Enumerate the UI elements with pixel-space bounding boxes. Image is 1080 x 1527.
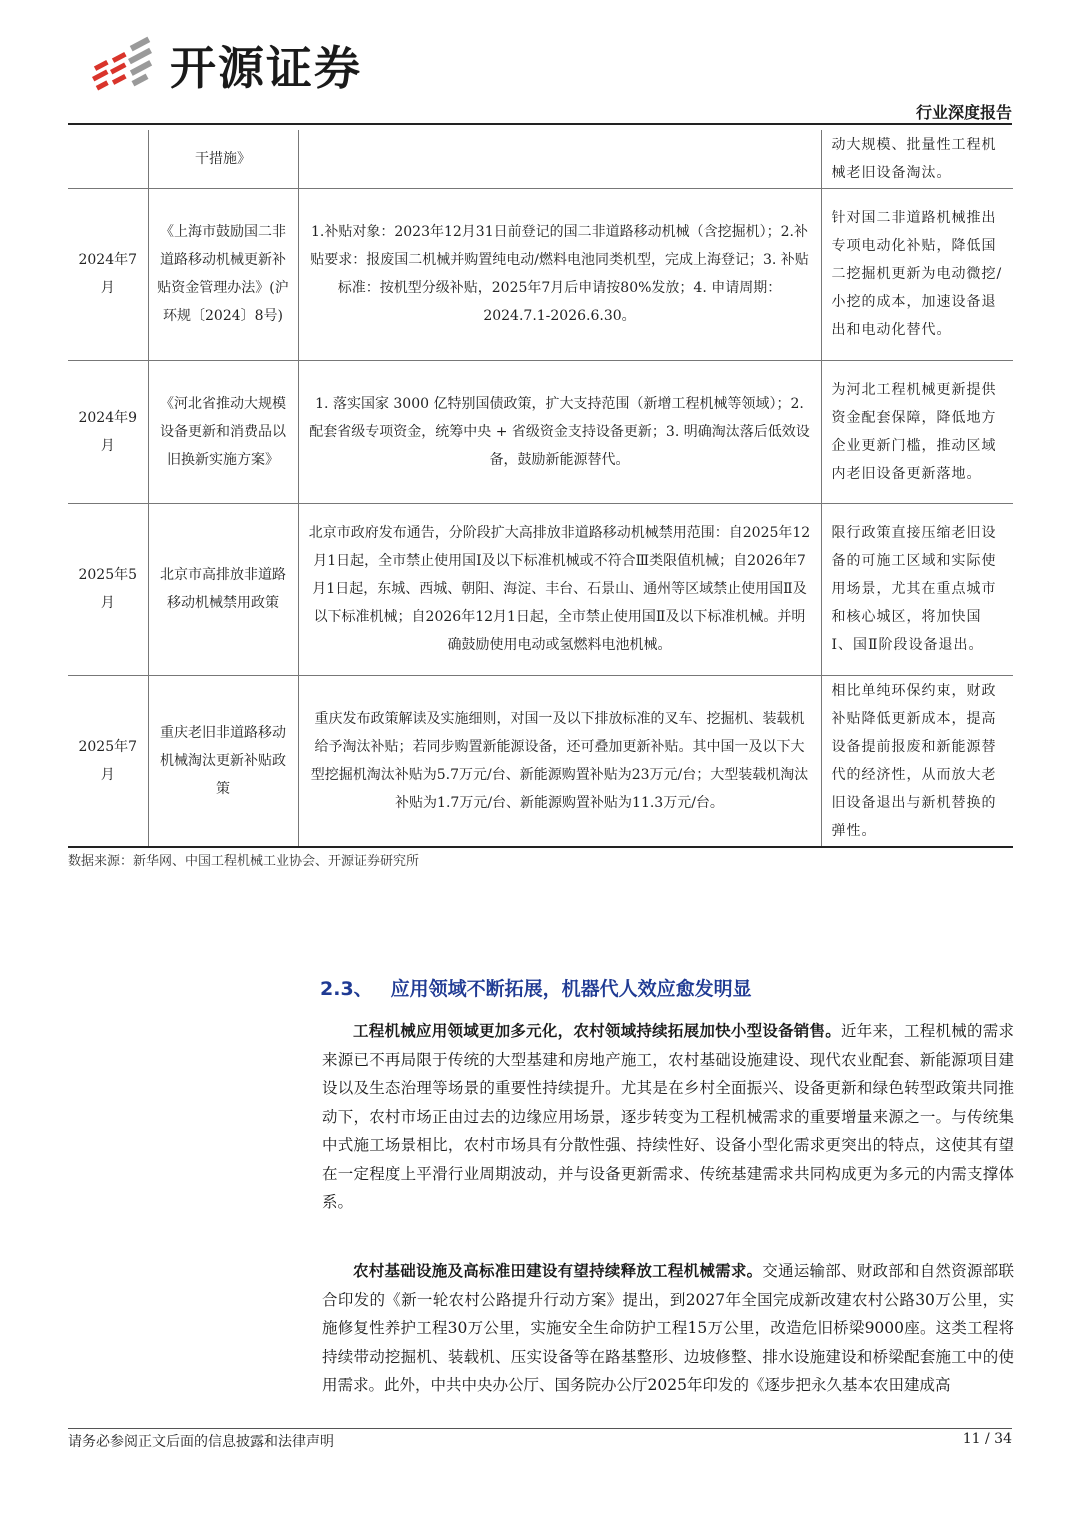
body-paragraph [322,1257,1014,1400]
table-cell-impact: 针对国二非道路机械推出专项电动化补贴，降低国二挖掘机更新为电动微挖/小挖的成本，加速设备退出和电动化替代。 [821,188,1013,360]
footer-disclaimer: 请务必参阅正文后面的信息披露和法律声明 [68,1434,334,1450]
table-cell-date: 2024年7月 [68,188,148,360]
table-cell-impact: 相比单纯环保约束，财政补贴降低更新成本，提高设备提前报废和新能源替代的经济性，从而放大老旧设备退出与新机替换的弹性。 [821,675,1013,847]
table-cell-name: 北京市高排放非道路移动机械禁用政策 [148,503,298,675]
brand-name: 开源证券 [170,41,362,95]
table-cell-impact: 动大规模、批量性工程机械老旧设备淘汰。 [821,130,1013,188]
policy-table [68,130,1013,848]
table-row [68,675,1013,847]
paragraph-lead: 工程机械应用领域更加多元化，农村领域持续拓展加快小型设备销售。 [353,1021,842,1040]
table-cell-name: 《上海市鼓励国二非道路移动机械更新补贴资金管理办法》(沪环规〔2024〕8号) [148,188,298,360]
paragraph-lead: 农村基础设施及高标准田建设有望持续释放工程机械需求。 [353,1261,763,1280]
table-row [68,188,1013,360]
table-cell-content [298,130,821,188]
footer-divider [68,1428,1012,1429]
company-logo [88,30,418,100]
table-cell-content: 北京市政府发布通告，分阶段扩大高排放非道路移动机械禁用范围：自2025年12月1日起，全市禁止使用国Ⅰ及以下标准机械或不符合Ⅲ类限值机械；自2026年7月1日起，东城、西城、朝阳、海淀、丰台、石景山、通州等区域禁止使用国Ⅱ及以下标准机械；自2026年12月1日起，全市禁止使用国Ⅱ及以下标准机械。并明确鼓励使用电动或氢燃料电池机械。 [298,503,821,675]
header-divider [68,123,1012,125]
body-paragraph [322,1017,1014,1217]
table-cell-content: 1. 落实国家 3000 亿特别国债政策，扩大支持范围（新增工程机械等领域）；2. 配套省级专项资金，统筹中央 + 省级资金支持设备更新；3. 明确淘汰落后低效设备，鼓励新能源替代。 [298,360,821,503]
table-row [68,130,1013,188]
report-type-label: 行业深度报告 [915,103,1012,122]
table-row [68,503,1013,675]
table-source-note: 数据来源：新华网、中国工程机械工业协会、开源证券研究所 [68,854,420,869]
table-cell-date: 2025年7月 [68,675,148,847]
section-number: 2.3、 [320,978,373,1000]
paragraph-body: 近年来，工程机械的需求来源已不再局限于传统的大型基建和房地产施工，农村基础设施建设、现代农业配套、新能源项目建设以及生态治理等场景的重要性持续提升。尤其是在乡村全面振兴、设备更新和绿色转型政策共同推动下，农村市场正由过去的边缘应用场景，逐步转变为工程机械需求的重要增量来源之一。与传统集中式施工场景相比，农村市场具有分散性强、持续性好、设备小型化需求更突出的特点，这使其有望在一定程度上平滑行业周期波动，并与设备更新需求、传统基建需求共同构成更为多元的内需支撑体系。 [322,1022,1014,1211]
section-title: 应用领域不断拓展，机器代人效应愈发明显 [390,978,752,1000]
page-number: 11 / 34 [962,1431,1012,1447]
table-cell-content: 重庆发布政策解读及实施细则，对国一及以下排放标准的叉车、挖掘机、装载机给予淘汰补贴；若同步购置新能源设备，还可叠加更新补贴。其中国一及以下大型挖掘机淘汰补贴为5.7万元/台、新能源购置补贴为23万元/台；大型装载机淘汰补贴为1.7万元/台、新能源购置补贴为11.3万元/台。 [298,675,821,847]
table-cell-impact: 为河北工程机械更新提供资金配套保障，降低地方企业更新门槛，推动区域内老旧设备更新落地。 [821,360,1013,503]
table-cell-date: 2025年5月 [68,503,148,675]
section-heading [320,974,752,1001]
logo-mark-icon [88,33,166,97]
paragraph-body: 交通运输部、财政部和自然资源部联合印发的《新一轮农村公路提升行动方案》提出，到2027年全国完成新改建农村公路30万公里，实施修复性养护工程30万公里，实施安全生命防护工程15万公里，改造危旧桥梁9000座。这类工程将持续带动挖掘机、装载机、压实设备等在路基整形、边坡修整、排水设施建设和桥梁配套施工中的使用需求。此外，中共中央办公厅、国务院办公厅2025年印发的《逐步把永久基本农田建成高 [322,1262,1014,1394]
table-cell-content: 1.补贴对象：2023年12月31日前登记的国二非道路移动机械（含挖掘机）；2.补贴要求：报废国二机械并购置纯电动/燃料电池同类机型，完成上海登记；3. 补贴标准：按机型分级补贴，2025年7月后申请按80%发放；4. 申请周期：2024.7.1-2026.6.30。 [298,188,821,360]
table-cell-date: 2024年9月 [68,360,148,503]
table-cell-name: 干措施》 [148,130,298,188]
table-cell-name: 重庆老旧非道路移动机械淘汰更新补贴政策 [148,675,298,847]
table-cell-name: 《河北省推动大规模设备更新和消费品以旧换新实施方案》 [148,360,298,503]
table-cell-impact: 限行政策直接压缩老旧设备的可施工区域和实际使用场景，尤其在重点城市和核心城区，将加快国Ⅰ、国Ⅱ阶段设备退出。 [821,503,1013,675]
table-row [68,360,1013,503]
table-cell-date [68,130,148,188]
